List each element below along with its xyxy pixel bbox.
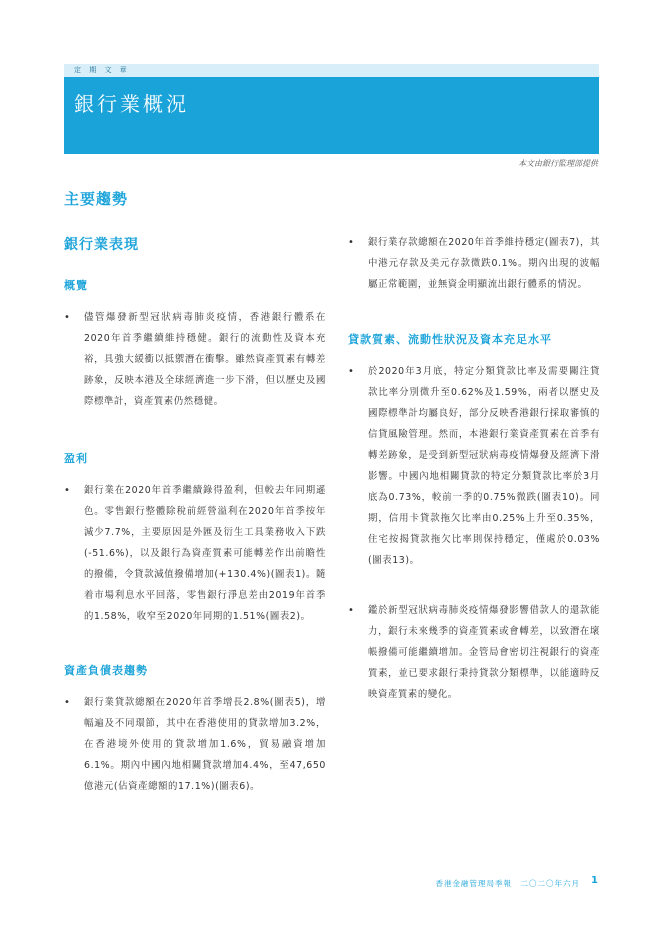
profit-heading: 盈利: [64, 452, 88, 465]
quality-bullet-1: [348, 361, 600, 571]
profit-bullet: [64, 480, 326, 627]
bullet-dot: •: [64, 485, 70, 496]
bullet-dot: •: [64, 312, 70, 323]
main-heading: 主要趨勢: [64, 190, 129, 208]
quality-bullet-2: [348, 600, 600, 705]
overview-heading: 概覽: [64, 279, 88, 292]
bullet-dot: •: [348, 605, 354, 616]
performance-heading: 銀行業表現: [64, 237, 139, 253]
bullet-text: 銀行業在2020年首季繼續錄得盈利，但較去年同期遜色。零售銀行整體除稅前經營溢利在2020年首季按年減少7.7%，主要原因是外匯及衍生工具業務收入下跌(-51.6%)，以及銀行為資產質素可能轉差作出前瞻性的撥備，令貸款減值撥備增加(+130.4%)(圖表1)。隨着市場利息水平回落，零售銀行淨息差由2019年首季的1.58%，收窄至2020年同期的1.51%(圖表2)。: [84, 485, 326, 622]
bullet-text: 銀行業貸款總額在2020年首季增長2.8%(圖表5)，增幅遍及不同環節，其中在香港使用的貸款增加3.2%，在香港境外使用的貸款增加1.6%，貿易融資增加6.1%。期內中國內地相關貸款增加4.4%，至47,650億港元(佔資產總額的17.1%)(圖表6)。: [84, 697, 326, 792]
page-title: 銀行業概況: [74, 92, 189, 116]
section-label: 定 期 文 章: [64, 64, 599, 77]
overview-bullet: [64, 307, 326, 412]
bullet-dot: •: [348, 237, 354, 248]
bullet-text: 銀行業存款總額在2020年首季維持穩定(圖表7)，其中港元存款及美元存款微跌0.1%。期內出現的波幅屬正常範圍，並無資金明顯流出銀行體系的情況。: [368, 237, 600, 290]
bullet-dot: •: [348, 366, 354, 377]
bullet-text: 鑑於新型冠狀病毒肺炎疫情爆發影響借款人的還款能力，銀行未來幾季的資產質素或會轉差，以致潛在壞帳撥備可能繼續增加。金管局會密切注視銀行的資產質素，並已要求銀行秉持貸款分類標準，以能適時反映資產質素的變化。: [368, 605, 600, 700]
bullet-text: 儘管爆發新型冠狀病毒肺炎疫情，香港銀行體系在2020年首季繼續維持穩健。銀行的流動性及資本充裕，具強大緩衝以抵禦潛在衝擊。雖然資產質素有轉差跡象，反映本港及全球經濟進一步下滑，但以歷史及國際標準計，資產質素仍然穩健。: [84, 312, 326, 407]
quality-heading: 貸款質素、流動性狀況及資本充足水平: [348, 333, 552, 346]
provider-note: 本文由銀行監理部提供: [518, 159, 598, 168]
balance-bullet: [64, 692, 326, 797]
bullet-dot: •: [64, 697, 70, 708]
footer-publication: 香港金融管理局季報 二〇二〇年六月: [435, 879, 580, 888]
balance-heading: 資產負債表趨勢: [64, 664, 148, 677]
header-band: [64, 64, 599, 154]
bullet-text: 於2020年3月底，特定分類貸款比率及需要關注貸款比率分別微升至0.62%及1.59%，兩者以歷史及國際標準計均屬良好，部分反映香港銀行採取審慎的信貸風險管理。然而，本港銀行業資產質素在首季有轉差跡象，是受到新型冠狀病毒疫情爆發及經濟下滑影響。中國內地相關貸款的特定分類貸款比率於3月底為0.73%，較前一季的0.75%微跌(圖表10)。同期，信用卡貸款拖欠比率由0.25%上升至0.35%，住宅按揭貸款拖欠比率則保持穩定，僅處於0.03%(圖表13)。: [368, 366, 600, 566]
deposit-bullet: [348, 232, 600, 295]
page-number: 1: [591, 875, 598, 886]
